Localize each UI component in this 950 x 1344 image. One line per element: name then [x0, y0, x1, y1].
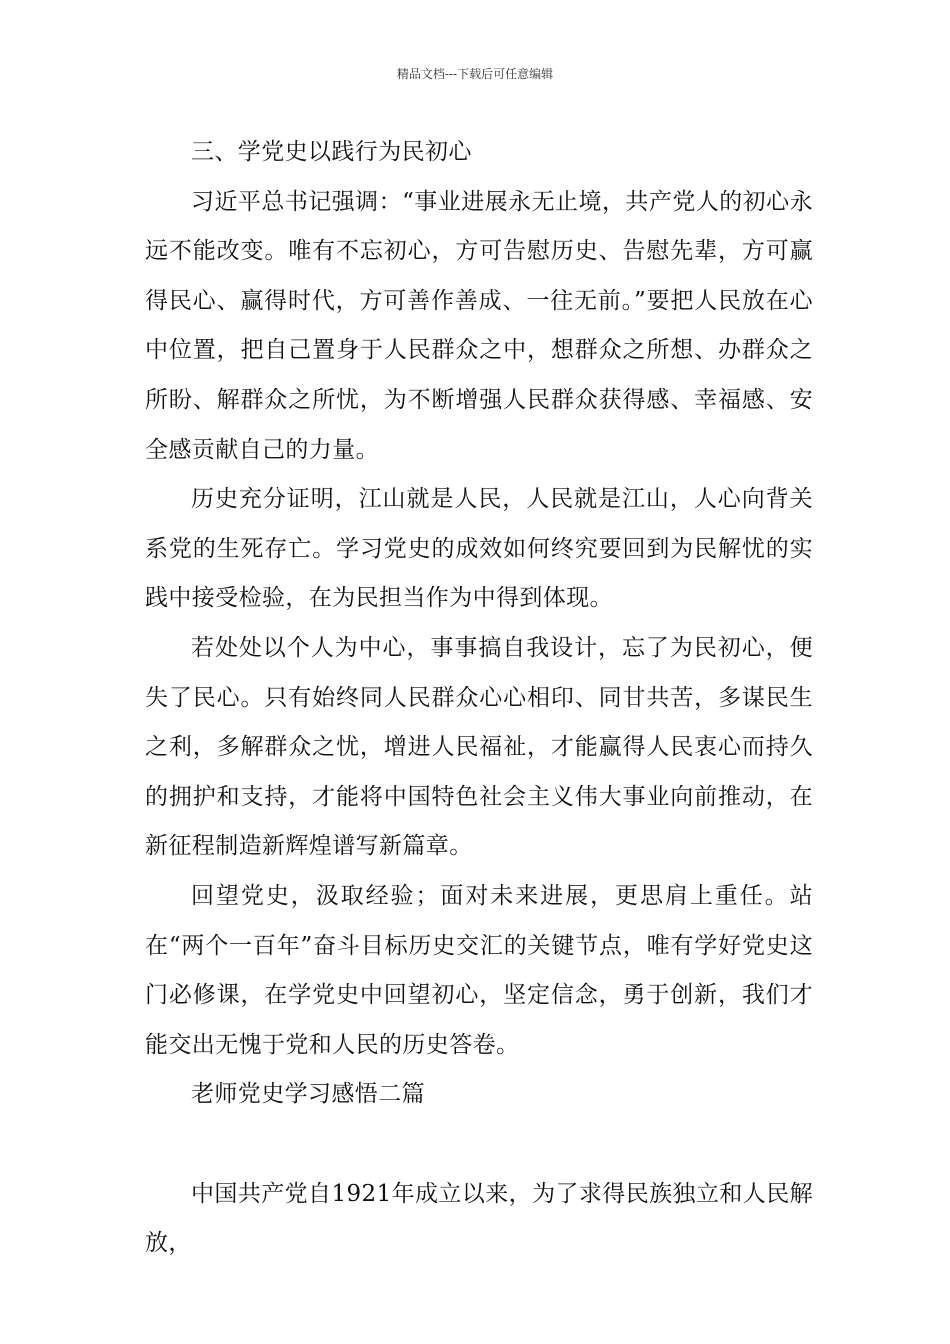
page-header: 精品文档---下载后可任意编辑: [396, 67, 554, 81]
paragraph-history: 历史充分证明，江山就是人民，人民就是江山，人心向背关系党的生死存亡。学习党史的成效如何终究要回到为民解忧的实践中接受检验，在为民担当作为中得到体现。: [145, 486, 813, 612]
paragraph-party-founding: 中国共产党自1921年成立以来，为了求得民族独立和人民解放，: [145, 1180, 813, 1257]
paragraph-lookback: 回望党史，汲取经验；面对未来进展，更思肩上重任。站在“两个一百年”奋斗目标历史交汇的关键节点，唯有学好党史这门必修课，在学党史中回望初心，坚定信念，勇于创新，我们才能交出无愧于党和人民的历史答卷。: [145, 882, 813, 1058]
paragraph-people: 若处处以个人为中心，事事搞自我设计，忘了为民初心，便失了民心。只有始终同人民群众心心相印、同甘共苦，多谋民生之利，多解群众之忧，增进人民福祉，才能赢得人民衷心而持久的拥护和支持，才能将中国特色社会主义伟大事业向前推动，在新征程制造新辉煌谱写新篇章。: [145, 634, 813, 860]
document-body: [145, 128, 813, 1269]
paragraph-quote: 习近平总书记强调：“事业进展永无止境，共产党人的初心永远不能改变。唯有不忘初心，方可告慰历史、告慰先辈，方可赢得民心、赢得时代，方可善作善成、一往无前。”要把人民放在心中位置，把自己置身于人民群众之中，想群众之所想、办群众之所盼、解群众之所忧，为不断增强人民群众获得感、幸福感、安全感贡献自己的力量。: [145, 188, 813, 463]
article-subtitle: 老师党史学习感悟二篇: [191, 1081, 425, 1108]
section-heading: 三、学党史以践行为民初心: [191, 139, 472, 165]
